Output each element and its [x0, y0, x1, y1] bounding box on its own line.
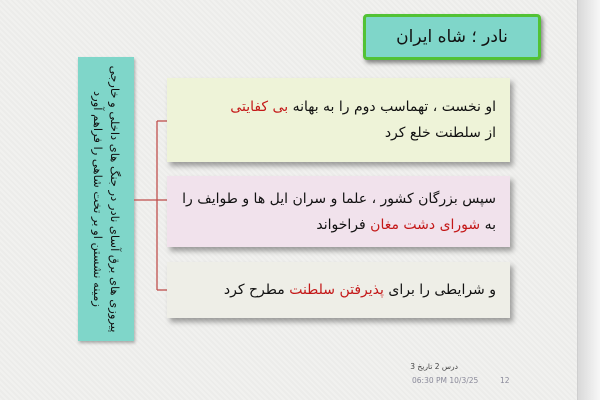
- highlight-moghan-council: شورای دشت مغان: [370, 216, 481, 233]
- highlight-accept-kingship: پذیرفتن سلطنت: [289, 282, 384, 298]
- footer-page-number: 12: [500, 376, 510, 385]
- card-2-line-1: سپس بزرگان کشور ، علما و سران ایل ها و طوایف را: [182, 190, 496, 207]
- card-2-line-2: به شورای دشت مغان فراخواند: [316, 216, 496, 233]
- card-council: [167, 176, 510, 247]
- card-1-line-1: او نخست ، تهماسب دوم را به بهانه بی کفایتی: [230, 99, 496, 115]
- card-conditions: [167, 262, 510, 318]
- slide-title: نادر ؛ شاه ایران: [363, 14, 541, 60]
- card-1-line-2: از سلطنت خلع کرد: [384, 125, 496, 141]
- highlight-incompetence: بی کفایتی: [230, 99, 289, 115]
- side-text: پیروزی های برق آسای نادر در جنگ های داخلی و خارجی زمینه نشستن او بر تخت شاهی را فراهم آورد: [91, 65, 122, 333]
- footer-lesson: درس 2 تاریخ 3: [410, 362, 458, 371]
- card-3-line-1: و شرایطی را برای پذیرفتن سلطنت مطرح کرد: [223, 282, 496, 298]
- card-dethrone: [167, 78, 510, 162]
- footer-datetime: 06:30 PM 10/3/25: [412, 376, 479, 385]
